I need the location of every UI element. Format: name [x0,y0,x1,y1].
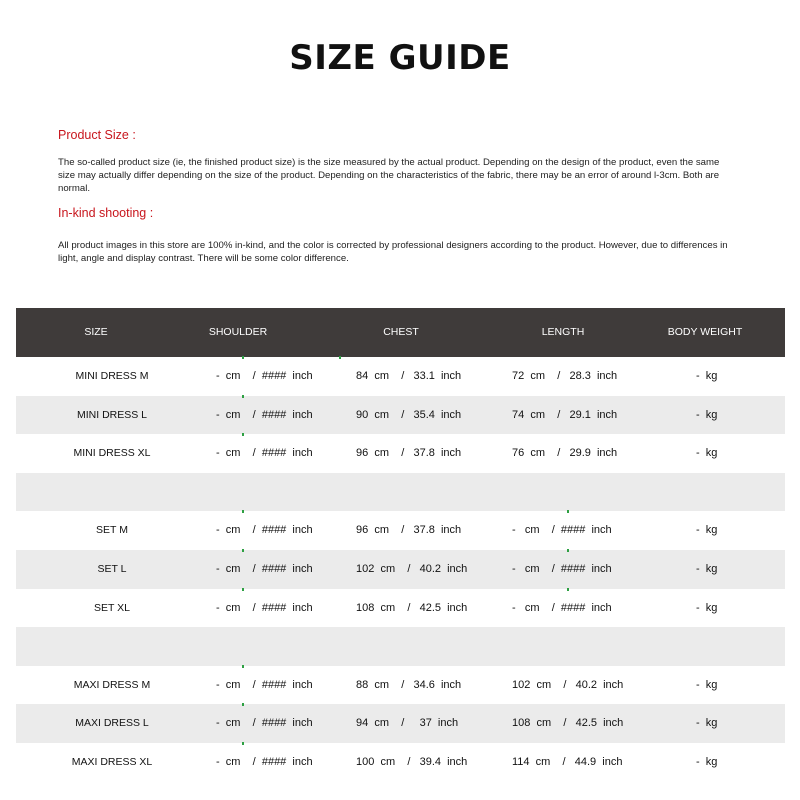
table-spacer-row [16,473,785,512]
cell-weight: - kg [696,678,718,691]
cell-weight: - kg [696,370,718,382]
table-row [16,396,785,435]
cell-chest: 108 cm / 42.5 inch [356,601,468,614]
cell-shoulder: - cm / #### inch [216,447,313,460]
cell-size: MAXI DRESS XL [71,755,153,768]
cell-size: MINI DRESS L [76,408,148,421]
cell-shoulder: - cm / #### inch [216,370,313,382]
cell-marker [242,433,244,436]
cell-size: MAXI DRESS L [75,717,149,730]
cell-size: SET XL [94,601,130,614]
cell-marker [242,588,244,591]
cell-marker [242,703,244,706]
cell-marker [242,665,244,668]
cell-chest: 102 cm / 40.2 inch [356,562,468,575]
cell-size: MINI DRESS XL [73,447,151,460]
cell-chest: 90 cm / 35.4 inch [356,408,462,421]
cell-marker [242,742,244,745]
cell-weight: - kg [696,717,718,730]
cell-shoulder: - cm / #### inch [216,678,313,691]
cell-size: SET L [97,562,127,575]
cell-weight: - kg [696,447,718,460]
table-body [16,357,785,782]
cell-shoulder: - cm / #### inch [216,562,313,575]
header-shoulder: SHOULDER [208,326,268,338]
table-row [16,357,785,396]
table-row [16,666,785,705]
cell-length: 102 cm / 40.2 inch [512,678,624,691]
cell-chest: 94 cm / 37 inch [356,717,459,730]
cell-weight: - kg [696,408,718,421]
cell-shoulder: - cm / #### inch [216,524,313,537]
cell-marker [567,588,569,591]
cell-length: 108 cm / 42.5 inch [512,717,624,730]
size-table [16,308,785,782]
cell-chest: 88 cm / 34.6 inch [356,678,462,691]
cell-marker [339,356,341,359]
header-size: SIZE [84,326,108,338]
cell-marker [242,356,244,359]
cell-weight: - kg [696,601,718,614]
cell-marker [242,395,244,398]
cell-length: - cm / #### inch [512,524,612,537]
header-length: LENGTH [541,326,585,338]
section-heading-in-kind-shooting: In-kind shooting : [58,206,154,220]
cell-length: - cm / #### inch [512,562,612,575]
cell-weight: - kg [696,562,718,575]
table-header [16,308,785,357]
cell-size: SET M [96,524,128,537]
cell-marker [567,549,569,552]
table-row [16,550,785,589]
table-row [16,589,785,628]
cell-length: 114 cm / 44.9 inch [512,755,623,768]
header-body-weight: BODY WEIGHT [667,326,743,338]
cell-marker [242,510,244,513]
cell-chest: 84 cm / 33.1 inch [356,370,462,382]
cell-weight: - kg [696,524,718,537]
table-row [16,704,785,743]
cell-size: MAXI DRESS M [73,678,151,691]
cell-length: 74 cm / 29.1 inch [512,408,618,421]
header-chest: CHEST [383,326,419,338]
section-text-product-size: The so-called product size (ie, the finished product size) is the size measured by the actual product. Depending on the design of the product, even the same size may actually differ depending on the size of the product. Depending on the characteristics of the fabric, there may be an error of around l-3cm. Both are normal. [58,157,720,194]
cell-shoulder: - cm / #### inch [216,755,313,768]
cell-marker [567,510,569,513]
cell-shoulder: - cm / #### inch [216,717,313,730]
cell-size: MINI DRESS M [75,370,149,382]
cell-length: 76 cm / 29.9 inch [512,447,618,460]
page-title: SIZE GUIDE [289,38,511,78]
cell-weight: - kg [696,755,718,768]
table-row [16,511,785,550]
cell-chest: 96 cm / 37.8 inch [356,524,462,537]
cell-marker [242,549,244,552]
cell-chest: 100 cm / 39.4 inch [356,755,468,768]
table-row [16,743,785,782]
cell-length: 72 cm / 28.3 inch [512,370,618,382]
table-spacer-row [16,627,785,666]
cell-shoulder: - cm / #### inch [216,408,313,421]
section-text-in-kind-shooting: All product images in this store are 100% in-kind, and the color is corrected by professional designers according to the product. However, due to differences in light, angle and display contrast. There will be some color difference. [58,240,728,264]
cell-chest: 96 cm / 37.8 inch [356,447,462,460]
table-row [16,434,785,473]
cell-shoulder: - cm / #### inch [216,601,313,614]
section-heading-product-size: Product Size : [58,128,136,142]
cell-length: - cm / #### inch [512,601,612,614]
